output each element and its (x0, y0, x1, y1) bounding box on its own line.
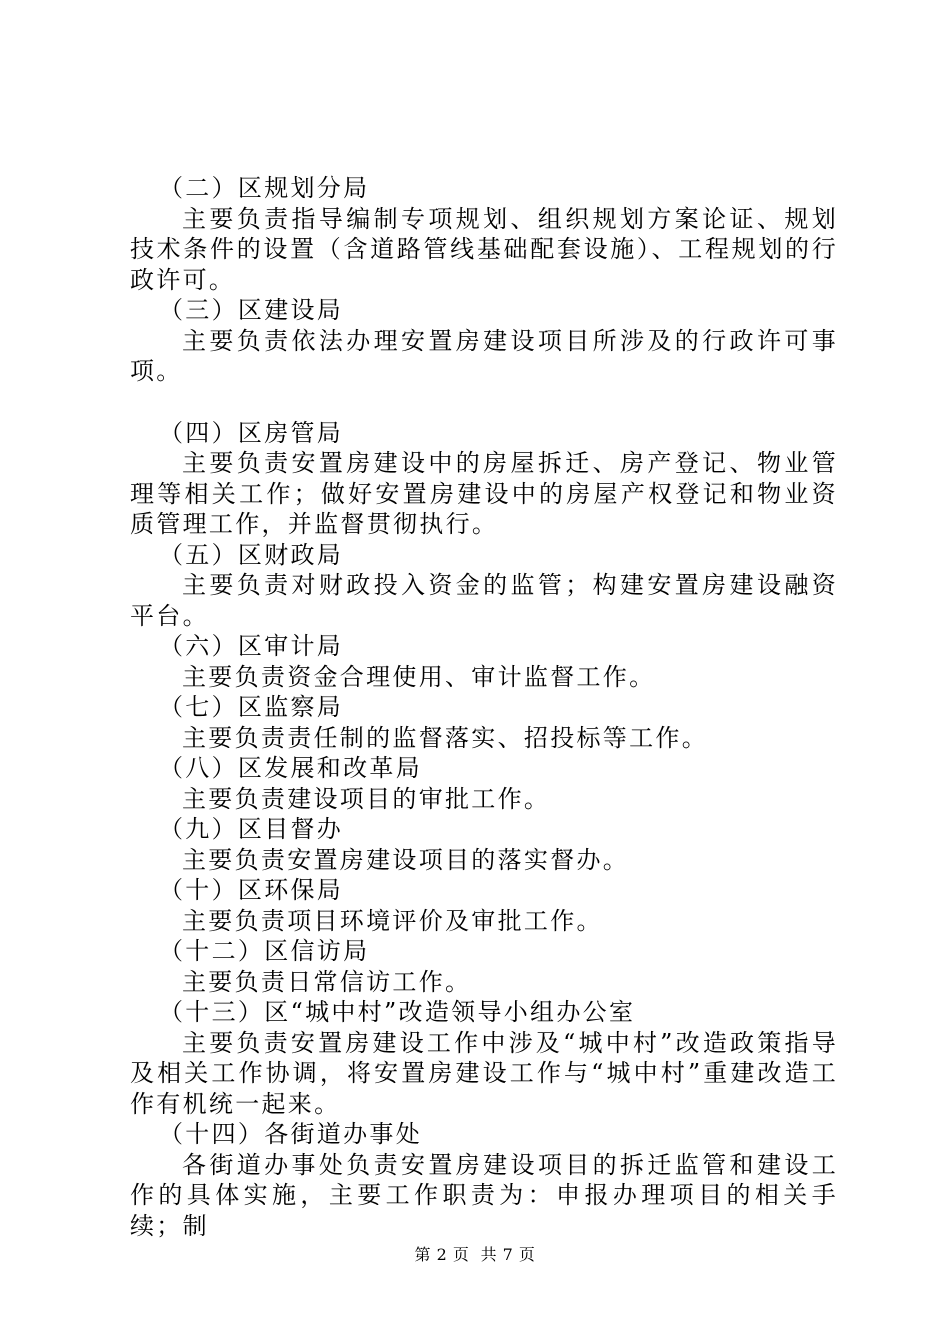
section-heading: （十）区环保局 (159, 876, 344, 904)
body-paragraph: 主要负责资金合理使用、审计监督工作。 (182, 662, 656, 691)
section-heading: （七）区监察局 (159, 693, 344, 721)
section-heading: （六）区审计局 (159, 632, 344, 660)
section-heading: （十二）区信访局 (159, 937, 370, 965)
page-footer (0, 1245, 950, 1265)
body-paragraph: 主要负责指导编制专项规划、组织规划方案论证、规划技术条件的设置（含道路管线基础配套设施）、工程规划的行政许可。 (130, 204, 838, 294)
body-paragraph: 主要负责日常信访工作。 (182, 967, 472, 996)
body-paragraph: 主要负责安置房建设工作中涉及“城中村”改造政策指导及相关工作协调，将安置房建设工作与“城中村”重建改造工作有机统一起来。 (130, 1028, 838, 1118)
body-paragraph: 主要负责项目环境评价及审批工作。 (182, 906, 603, 935)
body-paragraph: 各街道办事处负责安置房建设项目的拆迁监管和建设工作的具体实施，主要工作职责为：申报办理项目的相关手续；制 (130, 1150, 838, 1240)
section-heading: （二）区规划分局 (159, 174, 370, 202)
body-paragraph: 主要负责建设项目的审批工作。 (182, 784, 551, 813)
section-heading: （十三）区“城中村”改造领导小组办公室 (159, 998, 636, 1026)
section-heading: （五）区财政局 (159, 540, 344, 569)
page-number-label: 第 2 页 共 7 页 (414, 1245, 536, 1264)
body-paragraph: 主要负责对财政投入资金的监管；构建安置房建设融资平台。 (130, 571, 838, 630)
paragraph-spacer (130, 387, 838, 418)
section-heading: （四）区房管局 (159, 418, 344, 447)
document-body (130, 173, 838, 1241)
body-paragraph: 主要负责安置房建设项目的落实督办。 (182, 845, 630, 874)
section-heading: （三）区建设局 (159, 296, 344, 324)
section-heading: （九）区目督办 (159, 815, 344, 843)
body-paragraph: 主要负责依法办理安置房建设项目所涉及的行政许可事项。 (130, 326, 838, 385)
body-paragraph: 主要负责安置房建设中的房屋拆迁、房产登记、物业管理等相关工作；做好安置房建设中的房屋产权登记和物业资质管理工作，并监督贯彻执行。 (130, 449, 838, 538)
section-heading: （八）区发展和改革局 (159, 754, 422, 782)
section-heading: （十四）各街道办事处 (159, 1120, 422, 1148)
body-paragraph: 主要负责责任制的监督落实、招投标等工作。 (182, 723, 708, 752)
